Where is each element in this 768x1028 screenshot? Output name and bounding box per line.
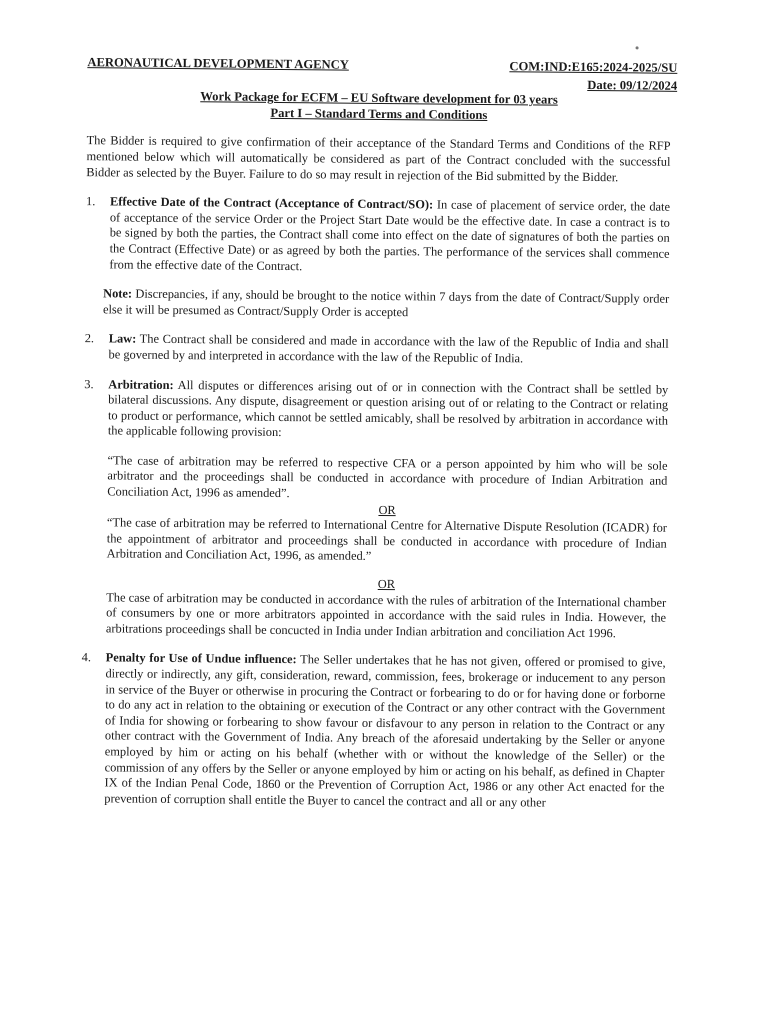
or-separator: OR [377,576,396,592]
note-text: Discrepancies, if any, should be brought to the notice within 7 days from the date of Contract/Supply order else it will be presumed as Contract/Supply Order is accepted [102,286,670,319]
clause-heading: Arbitration: [108,376,174,392]
clause-text: The Seller undertakes that he has not given, offered or promised to give, directly or indirectly, any gift, consideration, reward, commission, fees, brokerage or inducement to any person in service of the Buyer or otherwise in procuring the Contract or forbearing to do or for having done or forborne to do any act in relation to the obtaining or execution of the Contract or any other contract with the Government of India for showing or forbearing to show favour or disfavour to any person in relation to the Contract or any other contract with the Government of India. Any breach of the aforesaid undertaking by the Seller or anyone employed by him or acting on his behalf (whether with or without the knowledge of the Seller) or the commission of any offers by the Seller or anyone employed by him or acting on his behalf, as defined in Chapter IX of the Indian Penal Code, 1860 or the Prevention of Corruption Act, 1986 or any other Act enacted for the prevention of corruption shall entitle the Buyer to cancel the contract and all or any other [104,652,666,810]
arbitration-option-3: The case of arbitration may be conducted in accordance with the rules of arbitration of the International chamber of consumers by one or more arbitrators appointed in accordance with the said rules in India. However, the arbitrations proceedings shall be concucted in India under Indian arbitration and conciliation Act 1996. [105,589,667,641]
clause-1-note [103,286,669,323]
or-separator: OR [378,502,396,517]
clause-number: 2. [84,331,95,346]
clause-heading: Penalty for Use of Undue influence: [105,650,297,667]
arbitration-option-2: “The case of arbitration may be referred to International Centre for Alternative Dispute Resolution (ICADR) for the appointment of arbitrator and proceedings shall be conducted in accordance with procedure of Indian Arbitration and Conciliation Act, 1996, as amended.” [106,515,668,564]
reference-number: COM:IND:E165:2024-2025/SU [509,59,678,75]
clause-number: 3. [84,376,94,391]
clause-3 [84,377,669,445]
clause-heading: Law: [108,331,137,346]
clause-text: The Contract shall be considered and made in accordance with the law of the Republic of India and shall be governed by and interpreted in accordance with the law of the Republic of India. [108,331,669,366]
arbitration-option-1: “The case of arbitration may be referred to respective CFA or a person appointed by him who will be sole arbitrator and the proceedings shall be conducted in accordance with procedure of Indian Arbitration and Conciliation Act, 1996 as amended”. [107,453,668,501]
document-title: Work Package for ECFM – EU Software development for 03 years [200,89,558,107]
clause-body [104,651,665,812]
clause-body [109,195,670,278]
clause-body [108,377,669,445]
note-label: Note: [103,286,133,301]
clause-number: 4. [81,650,92,665]
intro-paragraph: The Bidder is required to give confirmation of their acceptance of the Standard Terms and Conditions of the RFP mentioned below which will automatically be considered as part of the Contract concluded with the successful Bidder as selected by the Buyer. Failure to do so may result in rejection of the Bid submitted by the Bidder. [86,133,671,184]
clause-4 [80,651,665,813]
clause-2 [85,331,669,368]
clause-body [109,332,669,369]
clause-heading: Effective Date of the Contract (Acceptance of Contract/SO): [109,194,434,212]
clause-number: 1. [85,194,96,209]
clause-text: In case of placement of service order, the date of acceptance of the service Order or the Project Start Date would be the effective date. In case a contract is to be signed by both the parties, the Contract shall come into effect on the date of signatures of both the parties on the Contract (Effective Date) or as agreed by both the parties. The performance of the services shall commence from the effective date of the Contract. [109,197,671,273]
document-subtitle: Part I – Standard Terms and Conditions [270,105,488,122]
clause-1 [85,194,670,278]
scan-speck [636,46,639,49]
clause-text: All disputes or differences arising out of or in connection with the Contract shall be settled by bilateral discussions. Any dispute, disagreement or question arising out of or relating to the Contract or relating to product or performance, which cannot be settled amicably, shall be resolved by arbitration in accordance with the applicable following provision: [107,377,669,440]
document-date: Date: 09/12/2024 [587,77,678,93]
agency-name: AERONAUTICAL DEVELOPMENT AGENCY [87,55,349,72]
